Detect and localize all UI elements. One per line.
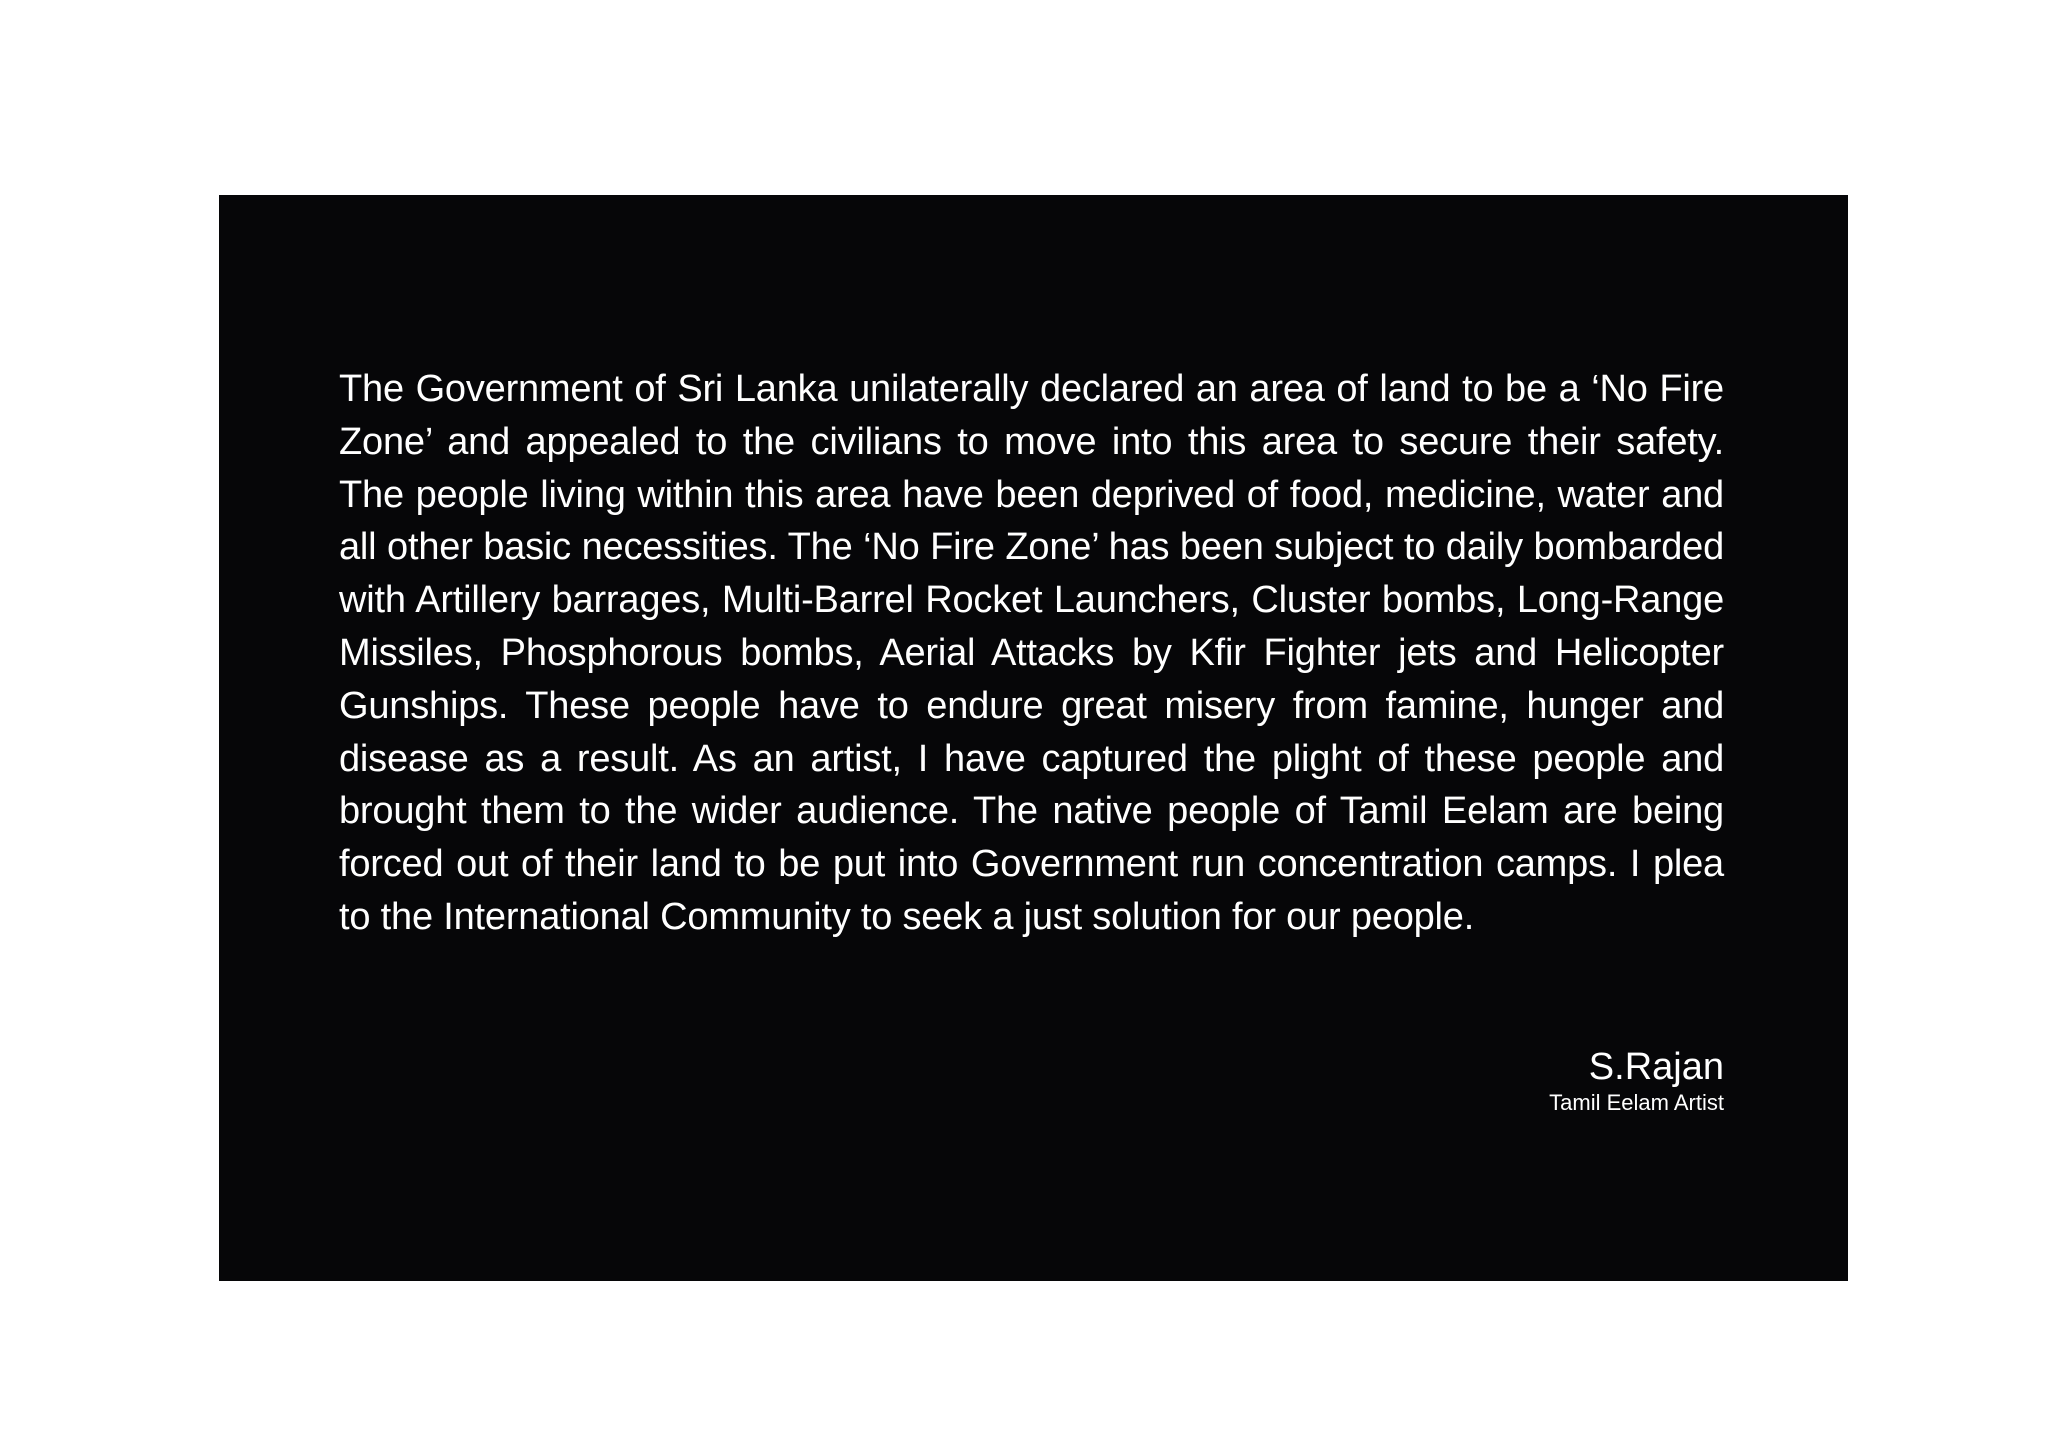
- signature-block: [1549, 1045, 1724, 1117]
- artist-title: Tamil Eelam Artist: [1549, 1090, 1724, 1115]
- statement-panel: [219, 195, 1848, 1281]
- artist-statement-text: The Government of Sri Lanka unilaterally declared an area of land to be a ‘No Fire Zone’ and appealed to the civilians to move into this area to secure their safety. The people living within this area have been deprived of food, medicine, water and all other basic necessities. The ‘No Fire Zone’ has been subject to daily bombarded with Artillery barrages, Multi-Barrel Rocket Launchers, Cluster bombs, Long-Range Missiles, Phosphorous bombs, Aerial Attacks by Kfir Fighter jets and Helicopter Gunships. These people have to endure great misery from famine, hunger and disease as a result. As an artist, I have captured the plight of these people and brought them to the wider audience. The native people of Tamil Eelam are being forced out of their land to be put into Government run concentration camps. I plea to the International Community to seek a just solution for our people.: [339, 368, 1724, 938]
- artist-name: S.Rajan: [1588, 1046, 1724, 1088]
